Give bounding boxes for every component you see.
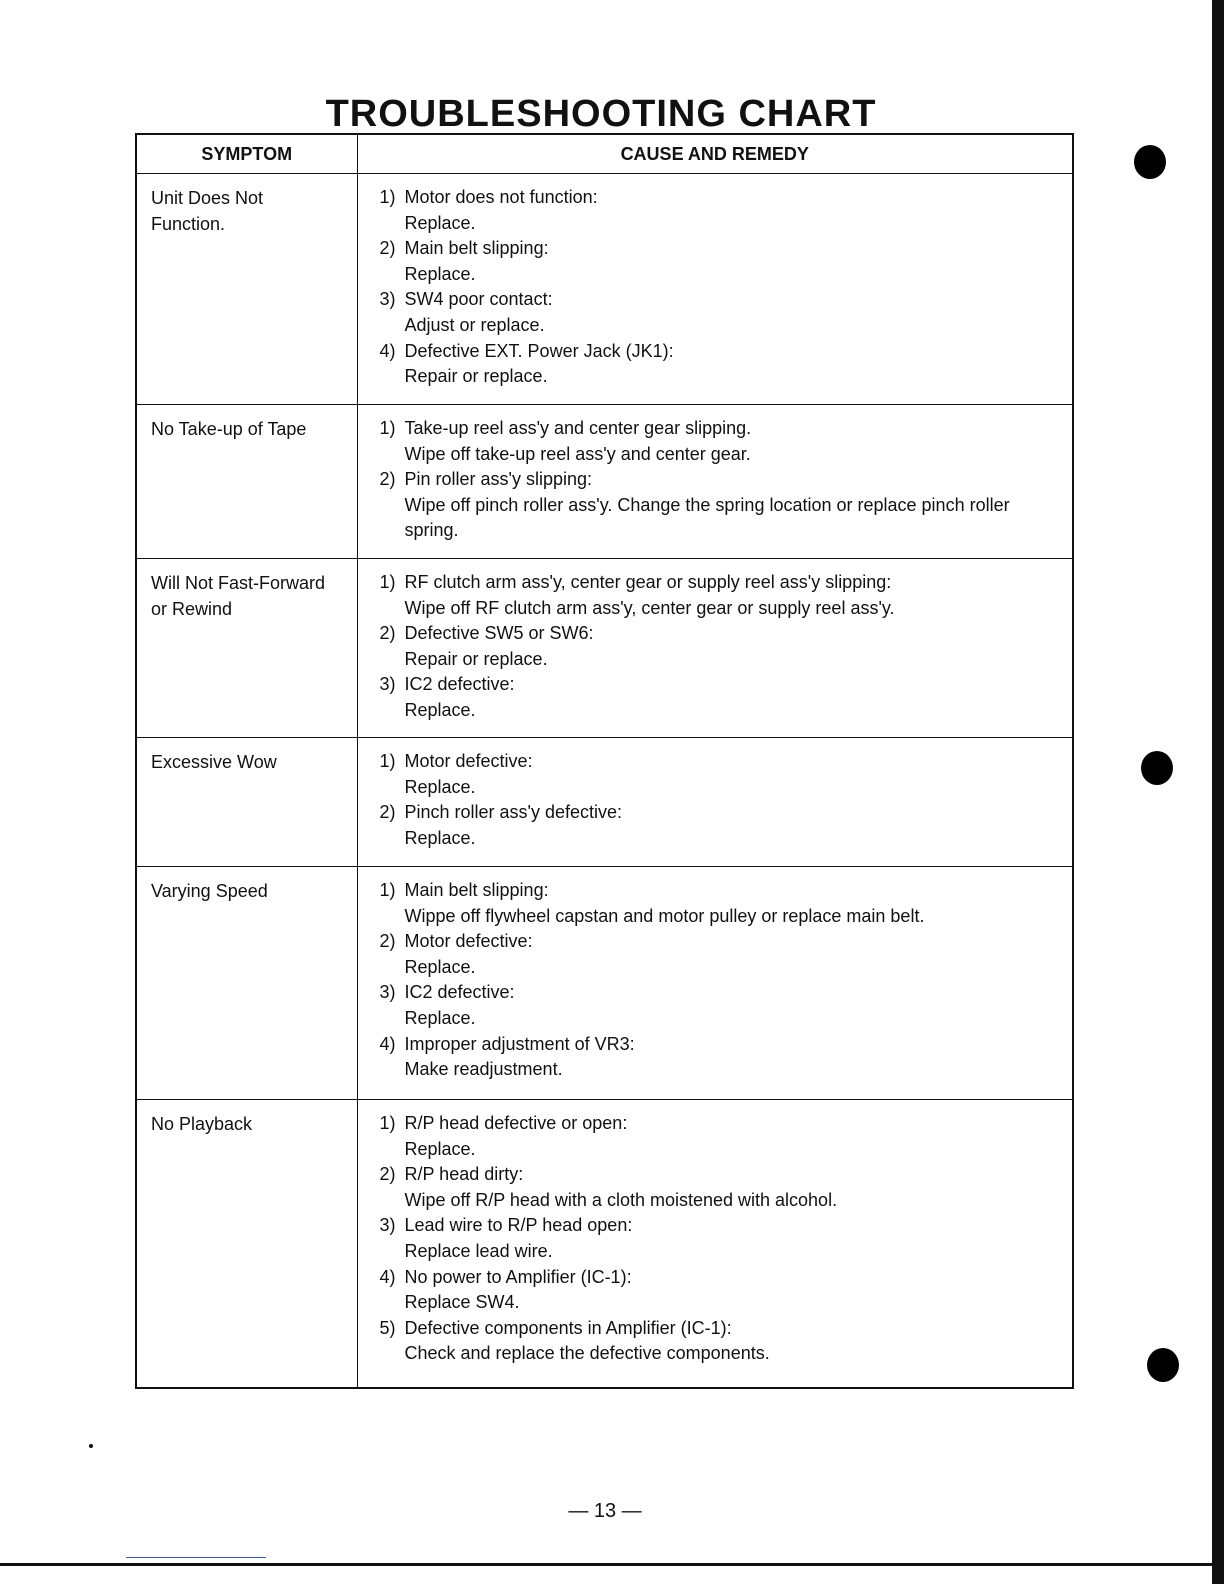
- item-number: 4): [379, 1033, 396, 1054]
- item-text: [405, 1111, 1063, 1162]
- cause-remedy-cell: [357, 174, 1073, 405]
- item-number: 2): [379, 623, 396, 644]
- header-symptom: SYMPTOM: [136, 134, 357, 174]
- item-text: [405, 878, 1063, 929]
- item-text: [405, 287, 1063, 338]
- cause-remedy-cell: [357, 559, 1073, 738]
- remedy-text: Wipe off pinch roller ass'y. Change the spring location or replace pinch roller spring.: [404, 494, 1010, 541]
- remedy-item: [380, 621, 1063, 672]
- remedy-item: [380, 570, 1063, 621]
- cause-text: Motor does not function:: [404, 187, 598, 207]
- cause-text: Defective components in Amplifier (IC-1):: [404, 1317, 732, 1338]
- remedy-text: Wipe off R/P head with a cloth moistened with alcohol.: [404, 1189, 838, 1210]
- remedy-text: Adjust or replace.: [404, 314, 545, 335]
- cause-text: Motor defective:: [404, 751, 533, 771]
- item-number: 2): [379, 1164, 396, 1185]
- symptom-cell: Excessive Wow: [136, 738, 357, 867]
- remedy-text: Repair or replace.: [404, 366, 548, 387]
- remedy-text: Replace.: [404, 956, 476, 977]
- cause-text: RF clutch arm ass'y, center gear or supply reel ass'y slipping:: [404, 572, 892, 592]
- item-number: 1): [379, 1113, 396, 1133]
- symptom-cell: Varying Speed: [136, 867, 357, 1100]
- table-row: [136, 559, 1073, 738]
- item-number: 1): [379, 187, 396, 207]
- remedy-item: [380, 185, 1063, 236]
- remedy-item: [380, 878, 1063, 929]
- remedy-item: [380, 1213, 1063, 1264]
- item-text: [405, 416, 1063, 467]
- remedy-item: [380, 416, 1063, 467]
- remedy-item: [380, 1032, 1063, 1083]
- page-title: TROUBLESHOOTING CHART: [325, 93, 877, 136]
- item-number: 1): [379, 751, 396, 771]
- item-text: [405, 1032, 1063, 1083]
- item-text: [405, 1213, 1063, 1264]
- symptom-cell: No Playback: [136, 1100, 357, 1388]
- binder-hole-bottom: [1147, 1348, 1179, 1382]
- binder-hole-top: [1134, 145, 1166, 179]
- remedy-item: [380, 1111, 1063, 1162]
- remedy-item: [380, 1162, 1063, 1213]
- table-row: [136, 174, 1073, 405]
- remedy-item: [380, 672, 1063, 723]
- item-number: 1): [379, 418, 396, 438]
- header-cause-and-remedy: CAUSE AND REMEDY: [357, 134, 1073, 174]
- item-number: 1): [379, 572, 396, 592]
- remedy-item: [380, 800, 1063, 851]
- troubleshooting-table: [135, 133, 1074, 1389]
- item-text: [405, 1316, 1063, 1367]
- cause-remedy-cell: [357, 867, 1073, 1100]
- remedy-item: [380, 929, 1063, 980]
- cause-text: Lead wire to R/P head open:: [404, 1215, 633, 1236]
- item-number: 1): [379, 880, 396, 900]
- item-number: 2): [379, 469, 396, 490]
- remedy-text: Replace SW4.: [404, 1292, 520, 1313]
- cause-text: No power to Amplifier (IC-1):: [404, 1266, 632, 1287]
- cause-remedy-cell: [357, 738, 1073, 867]
- remedy-text: Check and replace the defective components.: [404, 1343, 770, 1364]
- remedy-text: Repair or replace.: [404, 648, 548, 669]
- item-text: [405, 980, 1063, 1031]
- item-text: [405, 236, 1063, 287]
- item-number: 3): [379, 982, 396, 1003]
- cause-text: IC2 defective:: [404, 674, 515, 695]
- remedy-text: Replace lead wire.: [404, 1240, 553, 1261]
- cause-text: IC2 defective:: [404, 982, 515, 1003]
- cause-text: Improper adjustment of VR3:: [404, 1033, 635, 1054]
- table-row: [136, 1100, 1073, 1388]
- cause-text: SW4 poor contact:: [404, 289, 553, 310]
- item-text: [405, 1162, 1063, 1213]
- table-body: [136, 174, 1073, 1388]
- cause-text: Defective EXT. Power Jack (JK1):: [404, 340, 674, 361]
- remedy-text: Replace.: [404, 1007, 476, 1028]
- remedy-text: Replace.: [404, 827, 476, 848]
- cause-text: R/P head dirty:: [404, 1164, 524, 1185]
- scan-blue-mark: [126, 1557, 266, 1558]
- item-text: [405, 672, 1063, 723]
- binder-hole-middle: [1141, 751, 1173, 785]
- cause-text: Main belt slipping:: [404, 880, 549, 900]
- remedy-item: [380, 236, 1063, 287]
- symptom-cell: Unit Does Not Function.: [136, 174, 357, 405]
- remedy-text: Replace.: [404, 1138, 476, 1159]
- table-row: [136, 405, 1073, 559]
- remedy-item: [380, 1316, 1063, 1367]
- remedy-item: [380, 339, 1063, 390]
- cause-remedy-cell: [357, 1100, 1073, 1388]
- remedy-text: Replace.: [404, 212, 476, 233]
- item-text: [405, 929, 1063, 980]
- scan-speck: [89, 1444, 93, 1448]
- symptom-cell: Will Not Fast-Forward or Rewind: [136, 559, 357, 738]
- cause-text: Motor defective:: [404, 931, 533, 952]
- item-number: 3): [379, 674, 396, 695]
- remedy-item: [380, 980, 1063, 1031]
- scan-edge-bar: [1212, 0, 1224, 1584]
- item-number: 5): [379, 1317, 396, 1338]
- item-text: [405, 621, 1063, 672]
- item-number: 4): [379, 1266, 396, 1287]
- remedy-text: Wippe off flywheel capstan and motor pulley or replace main belt.: [404, 905, 925, 926]
- table-row: [136, 738, 1073, 867]
- cause-text: Pin roller ass'y slipping:: [404, 469, 593, 490]
- remedy-text: Make readjustment.: [404, 1059, 563, 1080]
- item-text: [405, 570, 1063, 621]
- table-row: [136, 867, 1073, 1100]
- item-text: [405, 185, 1063, 236]
- page-number: — 13 —: [568, 1500, 642, 1522]
- remedy-item: [380, 1265, 1063, 1316]
- remedy-text: Wipe off take-up reel ass'y and center gear.: [404, 443, 751, 464]
- remedy-item: [380, 287, 1063, 338]
- item-number: 2): [379, 802, 396, 823]
- cause-text: Main belt slipping:: [404, 238, 549, 259]
- table-header-row: [136, 134, 1073, 174]
- item-text: [405, 339, 1063, 390]
- item-number: 3): [379, 1215, 396, 1236]
- scan-bottom-edge: [0, 1563, 1224, 1566]
- item-number: 2): [379, 238, 396, 259]
- symptom-cell: No Take-up of Tape: [136, 405, 357, 559]
- remedy-item: [380, 749, 1063, 800]
- item-number: 2): [379, 931, 396, 952]
- remedy-item: [380, 467, 1063, 544]
- item-text: [405, 467, 1063, 544]
- remedy-text: Wipe off RF clutch arm ass'y, center gear or supply reel ass'y.: [404, 597, 895, 618]
- item-number: 4): [379, 340, 396, 361]
- cause-remedy-cell: [357, 405, 1073, 559]
- cause-text: Pinch roller ass'y defective:: [404, 802, 623, 823]
- item-text: [405, 749, 1063, 800]
- cause-text: R/P head defective or open:: [404, 1113, 628, 1133]
- remedy-text: Replace.: [404, 699, 476, 720]
- cause-text: Defective SW5 or SW6:: [404, 623, 594, 644]
- item-number: 3): [379, 289, 396, 310]
- remedy-text: Replace.: [404, 263, 476, 284]
- remedy-text: Replace.: [404, 776, 476, 797]
- cause-text: Take-up reel ass'y and center gear slipping.: [404, 418, 752, 438]
- item-text: [405, 1265, 1063, 1316]
- item-text: [405, 800, 1063, 851]
